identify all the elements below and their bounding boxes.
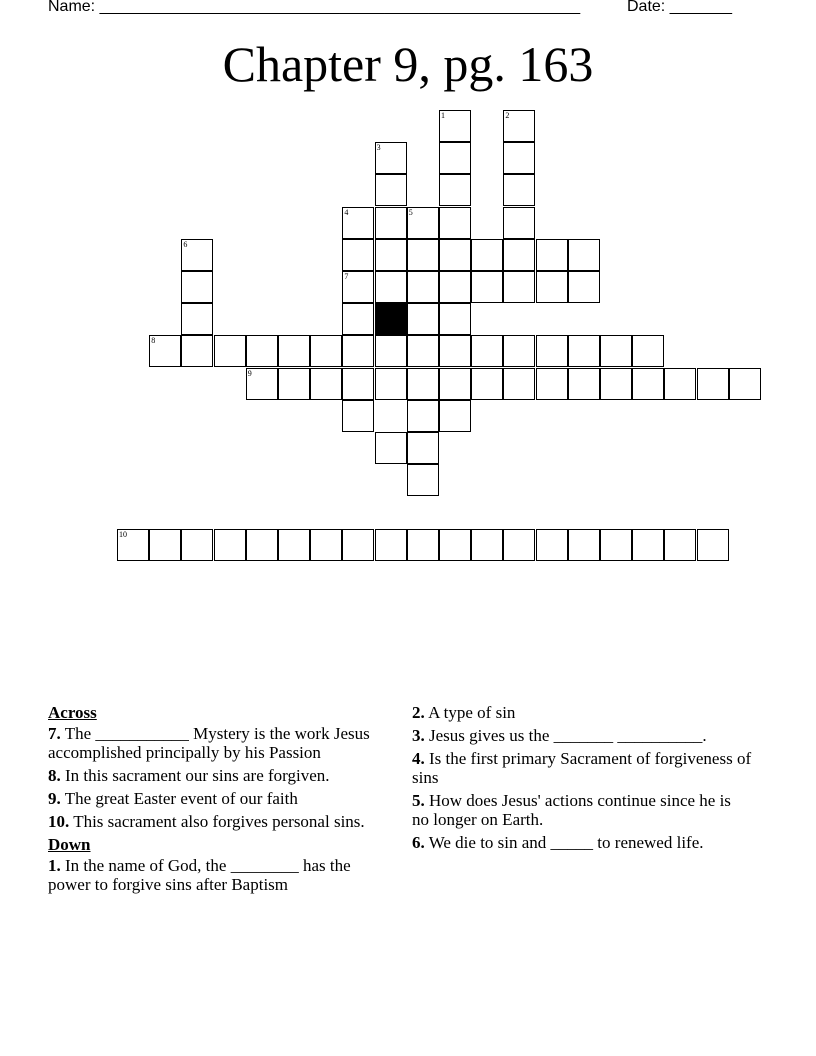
crossword-cell[interactable] — [375, 271, 407, 303]
clue-number-label: 8 — [151, 336, 156, 346]
crossword-cell[interactable] — [439, 142, 471, 174]
crossword-cell[interactable] — [439, 303, 471, 335]
crossword-cell[interactable] — [181, 303, 213, 335]
crossword-cell[interactable] — [117, 529, 149, 561]
crossword-cell[interactable] — [503, 271, 535, 303]
crossword-cell[interactable] — [439, 529, 471, 561]
crossword-cell[interactable] — [439, 368, 471, 400]
crossword-cell[interactable] — [149, 529, 181, 561]
crossword-cell[interactable] — [568, 368, 600, 400]
clue-number: 7. — [48, 724, 61, 743]
crossword-cell[interactable] — [407, 464, 439, 496]
clue-text: In the name of God, the ________ has the power to forgive sins after Baptism — [48, 856, 351, 894]
crossword-cell[interactable] — [439, 207, 471, 239]
crossword-cell[interactable] — [568, 239, 600, 271]
crossword-cell[interactable] — [246, 368, 278, 400]
crossword-cell[interactable] — [342, 239, 374, 271]
clue-number: 8. — [48, 766, 61, 785]
crossword-cell[interactable] — [342, 303, 374, 335]
crossword-cell[interactable] — [407, 303, 439, 335]
crossword-cell[interactable] — [536, 529, 568, 561]
down-clue-2 — [412, 703, 752, 722]
crossword-cell[interactable] — [600, 368, 632, 400]
crossword-cell[interactable] — [503, 239, 535, 271]
crossword-cell[interactable] — [149, 335, 181, 367]
down-clue-4 — [412, 749, 752, 787]
clue-number-label: 2 — [505, 111, 510, 120]
crossword-cell[interactable] — [342, 368, 374, 400]
clue-text: Is the first primary Sacrament of forgiveness of sins — [412, 749, 752, 787]
crossword-cell[interactable] — [407, 400, 439, 432]
crossword-cell[interactable] — [471, 368, 503, 400]
crossword-cell[interactable] — [568, 335, 600, 367]
crossword-cell[interactable] — [181, 271, 213, 303]
crossword-cell[interactable] — [278, 335, 310, 367]
crossword-cell[interactable] — [664, 368, 696, 400]
clues-right-column — [412, 703, 752, 856]
crossword-cell[interactable] — [439, 110, 471, 142]
down-heading: Down — [48, 835, 91, 854]
crossword-cell[interactable] — [471, 239, 503, 271]
crossword-cell[interactable] — [375, 335, 407, 367]
crossword-cell[interactable] — [536, 368, 568, 400]
crossword-cell[interactable] — [471, 335, 503, 367]
crossword-cell[interactable] — [568, 529, 600, 561]
crossword-cell[interactable] — [310, 335, 342, 367]
clue-number: 3. — [412, 726, 425, 745]
crossword-cell[interactable] — [375, 174, 407, 206]
crossword-cell[interactable] — [375, 207, 407, 239]
crossword-cell[interactable] — [278, 529, 310, 561]
clue-number: 2. — [412, 703, 425, 722]
crossword-cell[interactable] — [214, 335, 246, 367]
across-clue-7 — [48, 724, 384, 762]
clue-number-label: 3 — [376, 143, 381, 153]
crossword-cell[interactable] — [503, 529, 535, 561]
crossword-cell[interactable] — [471, 271, 503, 303]
crossword-cell[interactable] — [246, 529, 278, 561]
clue-number: 5. — [412, 791, 425, 810]
crossword-cell[interactable] — [503, 207, 535, 239]
crossword-cell[interactable] — [342, 271, 374, 303]
clue-text: This sacrament also forgives personal sins. — [73, 812, 365, 831]
crossword-cell[interactable] — [729, 368, 761, 400]
clue-number: 1. — [48, 856, 61, 875]
crossword-cell[interactable] — [181, 529, 213, 561]
clue-number-label: 6 — [183, 239, 188, 249]
crossword-cell[interactable] — [664, 529, 696, 561]
clue-text: We die to sin and _____ to renewed life. — [428, 833, 704, 852]
down-clue-5 — [412, 791, 752, 829]
clue-number: 10. — [48, 812, 70, 831]
crossword-cell[interactable] — [697, 368, 729, 400]
clue-number-label: 5 — [408, 207, 413, 217]
crossword-cell[interactable] — [310, 368, 342, 400]
down-clue-3 — [412, 726, 752, 745]
crossword-cell[interactable] — [632, 335, 664, 367]
crossword-cell[interactable] — [375, 529, 407, 561]
across-clue-10 — [48, 812, 384, 831]
crossword-cell[interactable] — [600, 529, 632, 561]
crossword-cell[interactable] — [181, 335, 213, 367]
across-clue-9 — [48, 789, 384, 808]
crossword-cell[interactable] — [181, 239, 213, 271]
clue-text: The great Easter event of our faith — [64, 789, 298, 808]
clue-number: 6. — [412, 833, 425, 852]
crossword-cell[interactable] — [471, 529, 503, 561]
clue-number-label: 4 — [344, 207, 349, 217]
clues-left-column — [48, 703, 384, 898]
clue-number-label: 1 — [441, 111, 445, 120]
crossword-cell[interactable] — [407, 239, 439, 271]
clue-number: 9. — [48, 789, 61, 808]
crossword-cell[interactable] — [439, 174, 471, 206]
crossword-cell[interactable] — [439, 400, 471, 432]
crossword-cell[interactable] — [310, 529, 342, 561]
page-title: Chapter 9, pg. 163 — [222, 36, 594, 92]
crossword-cell[interactable] — [407, 432, 439, 464]
crossword-cell[interactable] — [407, 207, 439, 239]
clue-number-label: 7 — [344, 272, 349, 281]
crossword-block — [375, 303, 407, 335]
crossword-cell[interactable] — [439, 271, 471, 303]
crossword-cell[interactable] — [697, 529, 729, 561]
clue-number-label: 10 — [119, 529, 127, 539]
crossword-cell[interactable] — [342, 529, 374, 561]
crossword-cell[interactable] — [278, 368, 310, 400]
crossword-cell[interactable] — [342, 207, 374, 239]
crossword-cell[interactable] — [439, 335, 471, 367]
crossword-cell[interactable] — [214, 529, 246, 561]
clue-text: In this sacrament our sins are forgiven. — [65, 766, 330, 785]
clue-text: The ___________ Mystery is the work Jesus accomplished principally by his Passion — [48, 724, 370, 762]
crossword-cell[interactable] — [375, 239, 407, 271]
clue-text: A type of sin — [428, 703, 516, 722]
crossword-cell[interactable] — [407, 271, 439, 303]
crossword-cell[interactable] — [375, 368, 407, 400]
crossword-cell[interactable] — [503, 142, 535, 174]
crossword-cell[interactable] — [503, 368, 535, 400]
crossword-cell[interactable] — [568, 271, 600, 303]
crossword-cell[interactable] — [503, 110, 535, 142]
crossword-cell[interactable] — [632, 529, 664, 561]
crossword-cell[interactable] — [536, 239, 568, 271]
crossword-cell[interactable] — [407, 529, 439, 561]
crossword-cell[interactable] — [342, 400, 374, 432]
clue-text: How does Jesus' actions continue since he is no longer on Earth. — [412, 791, 731, 829]
date-field-label: Date: _______ — [627, 0, 732, 15]
down-clue-6 — [412, 833, 752, 852]
crossword-cell[interactable] — [246, 335, 278, 367]
crossword-cell[interactable] — [342, 335, 374, 367]
crossword-cell[interactable] — [407, 335, 439, 367]
crossword-cell[interactable] — [375, 432, 407, 464]
clue-text: Jesus gives us the _______ __________. — [429, 726, 707, 745]
crossword-cell[interactable] — [503, 174, 535, 206]
name-field-label: Name: ______________________________________________________ — [48, 0, 581, 15]
clue-number: 4. — [412, 749, 425, 768]
crossword-cell[interactable] — [439, 239, 471, 271]
crossword-cell[interactable] — [407, 368, 439, 400]
clue-number-label: 9 — [247, 368, 252, 378]
crossword-cell[interactable] — [536, 335, 568, 367]
across-clue-8 — [48, 766, 384, 785]
crossword-cell[interactable] — [503, 335, 535, 367]
down-clue-1 — [48, 856, 384, 894]
across-heading: Across — [48, 703, 97, 722]
crossword-cell[interactable] — [536, 271, 568, 303]
crossword-cell[interactable] — [375, 142, 407, 174]
crossword-cell[interactable] — [600, 335, 632, 367]
crossword-cell[interactable] — [632, 368, 664, 400]
